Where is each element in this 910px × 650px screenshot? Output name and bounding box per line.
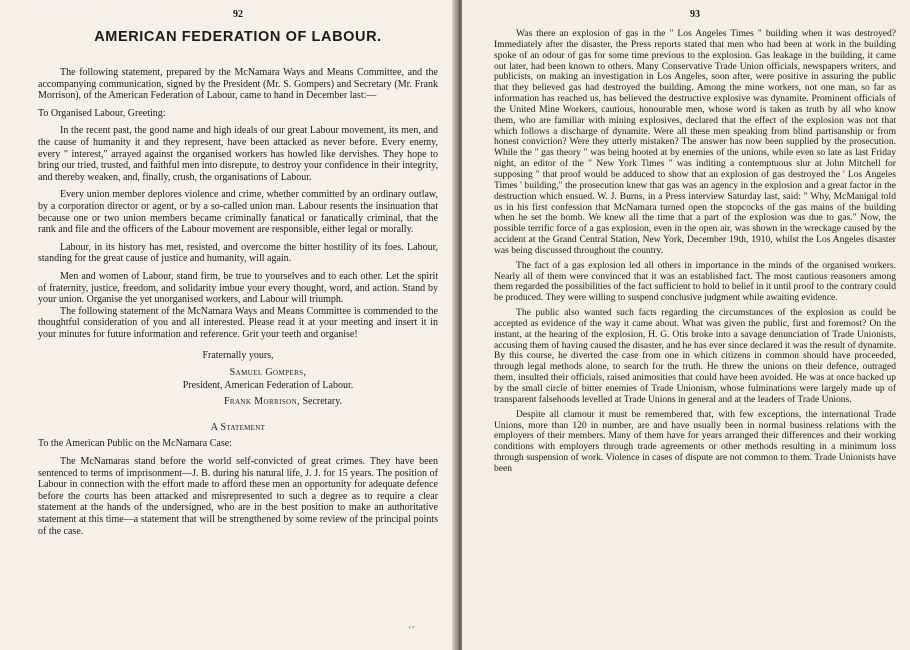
greeting: To Organised Labour, Greeting: — [38, 107, 166, 119]
closing: Fraternally yours, — [202, 350, 274, 362]
watermark-credit: (c) TUC Library Collections — [10, 5, 170, 16]
body-paragraph: Despite all clamour it must be remembered that, with few exceptions, the international Trade Unions, more than 120 in number, are and have usually been in normal business relations with the employers of their members. Many of them have for years arranged their differences and their working conditions with employers through trade agreements or other methods resulting in a minimum loss through suspension of work. Violence in cases of dispute are not common to them. Trade Unionists have been — [494, 408, 896, 474]
page-number: 92 — [233, 9, 243, 20]
body-paragraph: The public also wanted such facts regarding the circumstances of the explosion as could be accepted as evidence of the way it came about. What was given the public, first and foremost? On the instant, at the hearing of the explosion, H. G. Otis broke into a savage denunciation of Trade Unionists, accusing them of having caused the disaster, and he has ever since declared it was the result of dynamite. By this course, he diverted the case from one in which citizens in common should have proceeded, through legal methods alone, to search for the truth. He threw the unions on their defence, outraged them, insulted their officials, raised animosities that could have been avoided. He was at once backed up by the small circle of bitter enemies of Trade Unionism, whose fulminations were largely made up of transparent falsehoods levelled at Trade Unions in general and at the leaders of Trade Unions. — [494, 307, 896, 405]
body-paragraph: The fact of a gas explosion led all others in importance in the minds of the organised workers. Nearly all of them were convinced that it was an established fact. The most cautious reasoners among them regarded the possibilities of the fact sufficient to hold to belief in it until proof to the contrary could be produced. They were willing to suspend conclusive judgment while awaiting evidence. — [494, 259, 896, 304]
body-paragraph: Every union member deplores violence and crime, whether committed by an ordinary outlaw, by a corporation director or agent, or by a so-called union man. Labour resents the insinuation that because one or two union members became criminally fanatical or fanatically criminal, that the rank and file and the officers of the Labour movement are responsible, either legal or morally. — [38, 189, 438, 236]
signatory-line — [38, 395, 438, 408]
right-page — [462, 0, 910, 650]
body-paragraph: Was there an explosion of gas in the " Los Angeles Times " building when it was destroyed? Immediately after the disaster, the Press reports stated that men who had been at work in the building spoke of an odour of gas for some time previous to the explosion. Gas leakage in the building, it came out later, had been known to others. Many Conservative Trade Union officials, newspapers writers, and publicists, on making an investigation in Los Angeles, soon after, were positive in assuring the public that they believed gas had destroyed the building. Among the mine workers, not one man, so far as information has reached us, has believed the destructive explosive was dynamite. Prominent officials of the United Mine Workers, cautious, honourable men, whose word is taken as truth by all who know them, who are familiar with mining explosives, declared that the effect of the explosion was not that which follows a discharge of dynamite. Were all these men speaking from blind partisanship or from honest conviction? Were they utterly mistaken? The answer has now been supplied by the prosecution. While the " gas theory " was being hooted at by enemies of the unions, while even so late as last Friday night, an editor of the " New York Times " was inditing a contemptuous slur at John Mitchell for supposing " that proof would be adduced to show that an explosion of gas destroyed the ' Los Angeles Times ' building," the prosecution knew that gas was an agency in the explosion and a great factor in the destruction which ensued. W. J. Burns, in a Press interview Saturday last, said: " Why, McManigal told us in his first confession that McNamara turned open the stopcocks of the gas mains of the building when he set the bomb. We knew all the time that a part of the explosion was due to gas." Now, the possible terrific force of a gas explosion, even in the open air, was shown in the wreckage caused by the accident at the Grand Central Station, New York, December 19th, 1910, whilst the Los Angeles disaster was being discussed throughout the country. — [494, 28, 896, 256]
page-number: 93 — [690, 9, 700, 20]
signatory-name: Frank Morrison, — [223, 396, 300, 408]
signatory-name: Samuel Gompers, — [229, 367, 307, 379]
signatory-role: Secretary. — [302, 396, 343, 408]
statement-address: To the American Public on the McNamara Case: — [38, 438, 232, 450]
body-paragraph: The following statement of the McNamara Ways and Means Committee is commended to the thoughtful consideration of you and all interested. Please read it at your meeting and insert it in your minutes for future information and reference. Grit your teeth and organise! — [38, 305, 438, 340]
signatory-role: President, American Federation of Labour. — [182, 380, 354, 392]
page-footer-mark: ‘’ — [408, 625, 415, 636]
statement-heading: A Statement — [210, 422, 266, 434]
intro-paragraph: The following statement, prepared by the McNamara Ways and Means Committee, and the accompanying communication, signed by the President (Mr. S. Gompers) and Secretary (Mr. Frank Morrison), of the American Federation of Labour, came to hand in December last:— — [38, 67, 438, 102]
body-paragraph: Men and women of Labour, stand firm, be true to yourselves and to each other. Let the spirit of fraternity, justice, freedom, and solidarity imbue your every thought, word, and action. Stand by your union. Organise the yet unorganised workers, and Labour will triumph. — [38, 270, 438, 306]
body-paragraph: Labour, in its history has met, resisted, and overcome the bitter hostility of its foes. Labour, standing for the great cause of justice and humanity, will again. — [38, 241, 438, 265]
document-title: AMERICAN FEDERATION OF LABOUR. — [94, 29, 382, 45]
body-paragraph: The McNamaras stand before the world self-convicted of great crimes. They have been sentenced to terms of imprisonment—J. B. during his natural life, J. J. for 15 years. The position of Labour in connection with the effort made to afford these men an opportunity for adequate defence before the courts has been attacked and misrepresented to such a degree as to require a clear statement at the hands of the undersigned, who are in the best position to make an authoritative statement at this time—a statement that will be strengthened by some review of the principal points of the case. — [38, 456, 438, 537]
body-paragraph: In the recent past, the good name and high ideals of our great Labour movement, its men, and the cause of humanity it and they represent, have been attacked as never before. Every enemy, every " interest," arrayed against the organised workers has howled like dervishes. They hope to bring our tried, trusted, and faithful men into disrepute, to destroy your confidence in their integrity, and thereby weaken, and, finally, crush, the organisations of Labour. — [38, 125, 438, 183]
